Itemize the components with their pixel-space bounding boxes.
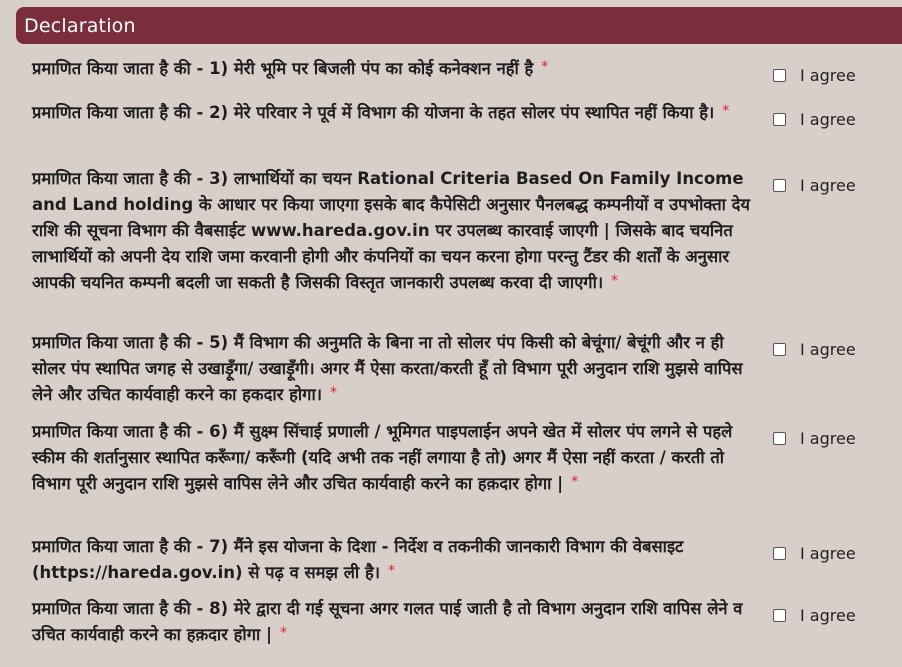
declaration-text: प्रमाणित किया जाता है की - 8) मेरे द्वारा दी गई सूचना अगर गलत पाई जाती है तो विभाग अनुदान राशि वापिस लेने व उचित कार्यवाही करने का हक़दार होगा | — [32, 599, 743, 644]
required-marker: * — [611, 273, 619, 289]
required-marker: * — [280, 625, 288, 641]
agree-label: I agree — [800, 429, 856, 448]
agree-checkbox-8[interactable] — [773, 609, 786, 622]
agree-control — [773, 176, 856, 195]
declaration-list — [32, 56, 882, 656]
declaration-row-1 — [32, 56, 882, 100]
agree-checkbox-1[interactable] — [773, 69, 786, 82]
agree-checkbox-6[interactable] — [773, 432, 786, 445]
declaration-text: प्रमाणित किया जाता है की - 1) मेरी भूमि पर बिजली पंप का कोई कनेक्शन नहीं है — [32, 59, 534, 78]
section-title: Declaration — [24, 14, 136, 37]
agree-control — [773, 66, 856, 85]
agree-checkbox-3[interactable] — [773, 179, 786, 192]
required-marker: * — [571, 474, 579, 490]
agree-checkbox-2[interactable] — [773, 113, 786, 126]
declaration-row-4 — [32, 330, 882, 419]
agree-label: I agree — [800, 544, 856, 563]
declaration-row-3 — [32, 166, 882, 330]
agree-label: I agree — [800, 176, 856, 195]
agree-label: I agree — [800, 606, 856, 625]
agree-control — [773, 340, 856, 359]
agree-control — [773, 606, 856, 625]
declaration-header — [16, 7, 902, 44]
agree-control — [773, 110, 856, 129]
agree-checkbox-5[interactable] — [773, 343, 786, 356]
agree-label: I agree — [800, 340, 856, 359]
declaration-row-6 — [32, 534, 882, 596]
required-marker: * — [722, 103, 730, 119]
required-marker: * — [329, 385, 337, 401]
agree-checkbox-7[interactable] — [773, 547, 786, 560]
declaration-row-2 — [32, 100, 882, 166]
declaration-text: प्रमाणित किया जाता है की - 3) लाभार्थियों का चयन Rational Criteria Based On Family Income and Land holding के आधार पर किया जाएगा इसके बाद कैपेसिटी अनुसार पैनलबद्ध कम्पनीयों व उपभोक्ता देय राशि की सूचना विभाग की वैबसाईट www.hareda.gov.in पर उपलब्ध कारवाई जाएगी | जिसके बाद चयनित लाभार्थियों को अपनी देय राशि जमा करवानी होगी और कंपनियों का चयन करना होगा परन्तु टैंडर की शर्तों के अनुसार आपकी चयनित कम्पनी बदली जा सकती है जिसकी विस्तृत जानकारी उपलब्ध करवा दी जाएगी। — [32, 169, 750, 292]
agree-label: I agree — [800, 110, 856, 129]
required-marker: * — [541, 59, 549, 75]
declaration-text: प्रमाणित किया जाता है की - 2) मेरे परिवार ने पूर्व में विभाग की योजना के तहत सोलर पंप स्थापित नहीं किया है। — [32, 103, 715, 122]
declaration-text: प्रमाणित किया जाता है की - 6) मैं सुक्ष्म सिंचाई प्रणाली / भूमिगत पाइपलाईन अपने खेत में सोलर पंप लगने से पहले स्कीम की शर्तानुसार स्थापित करूँगा/ करूँगी (यदि अभी तक नहीं लगाया है तो) अगर मैं ऐसा नहीं करता / करती तो विभाग पूरी अनुदान राशि मुझसे वापिस लेने और उचित कार्यवाही करने का हक़दार होगा | — [32, 422, 733, 493]
declaration-text: प्रमाणित किया जाता है की - 5) मैं विभाग की अनुमति के बिना ना तो सोलर पंप किसी को बेचूंगा/ बेचूंगी और न ही सोलर पंप स्थापित जगह से उखाड़ूँगा/ उखाड़ूँगी। अगर मैं ऐसा करता/करती हूँ तो विभाग पूरी अनुदान राशि मुझसे वापिस लेने और उचित कार्यवाही करने का हकदार होगा। — [32, 333, 743, 404]
agree-label: I agree — [800, 66, 856, 85]
declaration-row-5 — [32, 419, 882, 534]
agree-control — [773, 544, 856, 563]
required-marker: * — [387, 563, 395, 579]
agree-control — [773, 429, 856, 448]
declaration-row-7 — [32, 596, 882, 656]
declaration-text: प्रमाणित किया जाता है की - 7) मैंने इस योजना के दिशा - निर्देश व तकनीकी जानकारी विभाग की वेबसाइट (https://hareda.gov.in) से पढ़ व समझ ली है। — [32, 537, 684, 582]
